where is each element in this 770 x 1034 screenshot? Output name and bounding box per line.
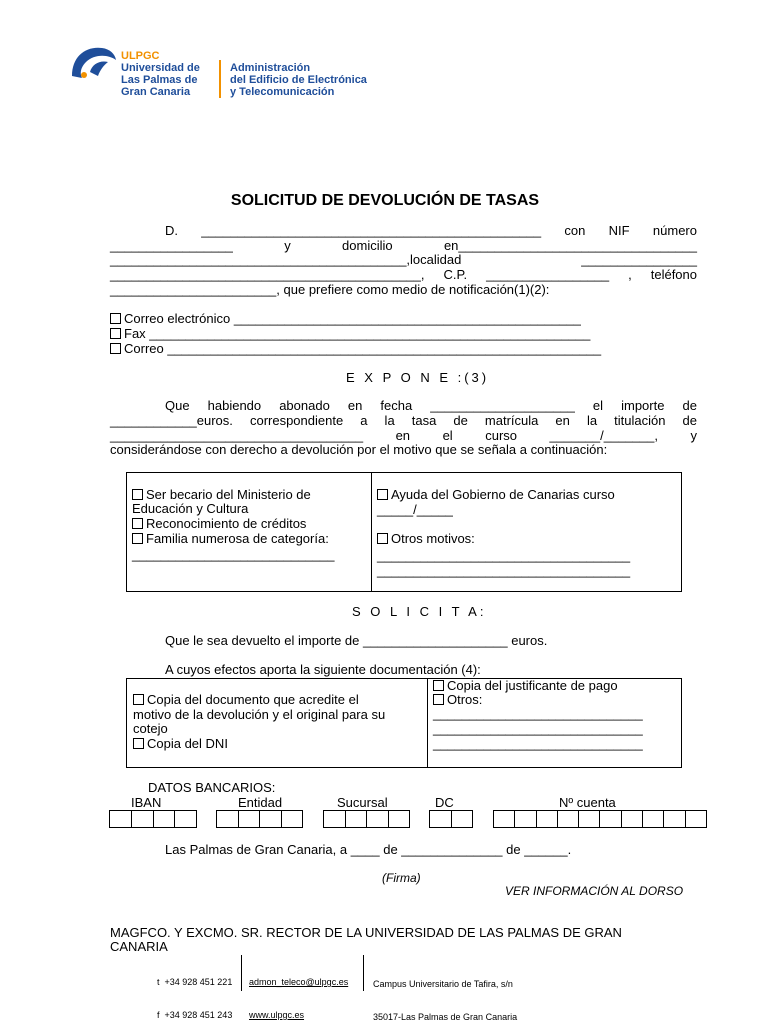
footer-fax: f +34 928 451 243 [157,1010,233,1020]
motive-creditos[interactable] [132,517,306,532]
justificante-label: Copia del justificante de pago [447,678,618,693]
addressee-line-1: MAGFCO. Y EXCMO. SR. RECTOR DE LA UNIVERSIDAD DE LAS PALMAS DE GRAN [110,925,622,940]
motive-familia[interactable] [132,532,329,547]
option-email[interactable] [110,312,581,327]
footer-address [373,957,517,1034]
footer-contact [157,955,232,1032]
intro-line-1: D. _______________________________________________ con NIF número [165,223,697,238]
option-mail[interactable] [110,342,601,357]
university-acronym: ULPGC [121,50,160,62]
email-label: Correo electrónico ________________________________________________ [124,311,581,326]
sucursal-input[interactable] [323,810,410,828]
intro-line-5: _______________________, que prefiere como medio de notificación(1)(2): [110,282,550,297]
ayuda-curso-blank[interactable]: _____/_____ [377,502,453,517]
option-fax[interactable] [110,327,590,342]
dni-checkbox[interactable] [133,738,144,749]
copia-label-2: motivo de la devolución y el original para su [133,707,386,722]
doc-blank-3[interactable]: _____________________________ [433,736,643,751]
doc-blank-1[interactable]: _____________________________ [433,706,643,721]
becario-label-2: Educación y Cultura [132,501,249,516]
familia-blank[interactable]: ____________________________ [132,547,335,562]
email-checkbox[interactable] [110,313,121,324]
footer-separator-2 [363,955,364,991]
page-title: SOLICITUD DE DEVOLUCIÓN DE TASAS [230,192,540,209]
justificante-checkbox[interactable] [433,680,444,691]
expone-line-4: considerándose con derecho a devolución por el motivo que se señala a continuación: [110,442,608,457]
familia-label: Familia numerosa de categoría: [146,531,329,546]
dorso-note: VER INFORMACIÓN AL DORSO [505,884,684,898]
logo-separator [219,60,221,98]
fax-checkbox[interactable] [110,328,121,339]
mail-label: Correo ____________________________________________________________ [124,341,602,356]
footer-email-link[interactable]: admon_teleco@ulpgc.es [249,977,349,987]
motive-otros[interactable] [377,532,475,547]
firma-label: (Firma) [382,871,421,885]
cuenta-label: Nº cuenta [559,795,616,810]
iban-label: IBAN [131,795,162,810]
dni-label: Copia del DNI [147,736,228,751]
intro-line-3: _________________________________________,localidad ________________ [110,252,697,267]
university-line-3: Gran Canaria [121,86,191,98]
familia-checkbox[interactable] [132,533,143,544]
becario-label: Ser becario del Ministerio de [146,487,311,502]
otros-motivos-checkbox[interactable] [377,533,388,544]
admin-line-1: Administración [230,62,311,74]
cuenta-input[interactable] [493,810,707,828]
dc-label: DC [435,795,454,810]
motives-divider [371,472,372,592]
copia-label-3: cotejo [133,721,168,736]
entidad-input[interactable] [216,810,303,828]
documents-divider [427,678,428,768]
expone-heading: E X P O N E :(3) [346,370,490,385]
creditos-label: Reconocimiento de créditos [146,516,307,531]
iban-input[interactable] [109,810,197,828]
intro-line-4: ___________________________________________, C.P. _________________ , teléfono [110,267,697,282]
copia-checkbox[interactable] [133,694,144,705]
motive-ayuda[interactable] [377,488,615,503]
expone-line-2: ____________euros. correspondiente a la tasa de matrícula en la titulación de [110,413,697,428]
otros-blank-1[interactable]: ___________________________________ [377,548,631,563]
date-line: Las Palmas de Gran Canaria, a ____ de ______________ de ______. [165,842,572,857]
footer-city: 35017-Las Palmas de Gran Canaria [373,1012,518,1022]
fax-label: Fax _____________________________________________________________ [124,326,591,341]
footer-phone: t +34 928 451 221 [157,977,233,987]
ayuda-checkbox[interactable] [377,489,388,500]
bank-heading: DATOS BANCARIOS: [148,780,276,795]
doc-blank-2[interactable]: _____________________________ [433,721,643,736]
university-line-2: Las Palmas de [121,74,198,86]
admin-line-2: del Edificio de Electrónica [230,74,367,86]
ayuda-label: Ayuda del Gobierno de Canarias curso [391,487,615,502]
addressee-line-2: CANARIA [110,939,168,954]
mail-checkbox[interactable] [110,343,121,354]
otros-blank-2[interactable]: ___________________________________ [377,563,631,578]
importe-line: Que le sea devuelto el importe de ____________________ euros. [165,633,548,648]
becario-checkbox[interactable] [132,489,143,500]
university-line-1: Universidad de [121,62,200,74]
admin-line-3: y Telecomunicación [230,86,335,98]
doc-dni[interactable] [133,737,228,752]
otros-motivos-label: Otros motivos: [391,531,475,546]
creditos-checkbox[interactable] [132,518,143,529]
solicita-heading: S O L I C I T A: [352,604,487,619]
doc-copia[interactable] [133,693,359,708]
dc-input[interactable] [429,810,473,828]
otros-doc-checkbox[interactable] [433,694,444,705]
footer-links [249,955,348,1032]
otros-doc-label: Otros: [447,692,483,707]
footer-separator-1 [241,955,242,991]
footer-web-link[interactable]: www.ulpgc.es [249,1010,305,1020]
footer-campus: Campus Universitario de Tafira, s/n [373,979,513,989]
ulpgc-logo-icon [68,42,118,80]
documentacion-line: A cuyos efectos aporta la siguiente documentación (4): [165,662,481,677]
expone-line-1: Que habiendo abonado en fecha ____________________ el importe de [165,398,697,413]
copia-label: Copia del documento que acredite el [147,692,359,707]
intro-line-2: _________________ y domicilio en_________________________________ [110,238,697,253]
university-name [121,50,200,98]
administration-name [230,62,367,98]
entidad-label: Entidad [238,795,283,810]
sucursal-label: Sucursal [337,795,388,810]
expone-line-3: ___________________________________ en el curso _______/_______, y [110,428,697,443]
